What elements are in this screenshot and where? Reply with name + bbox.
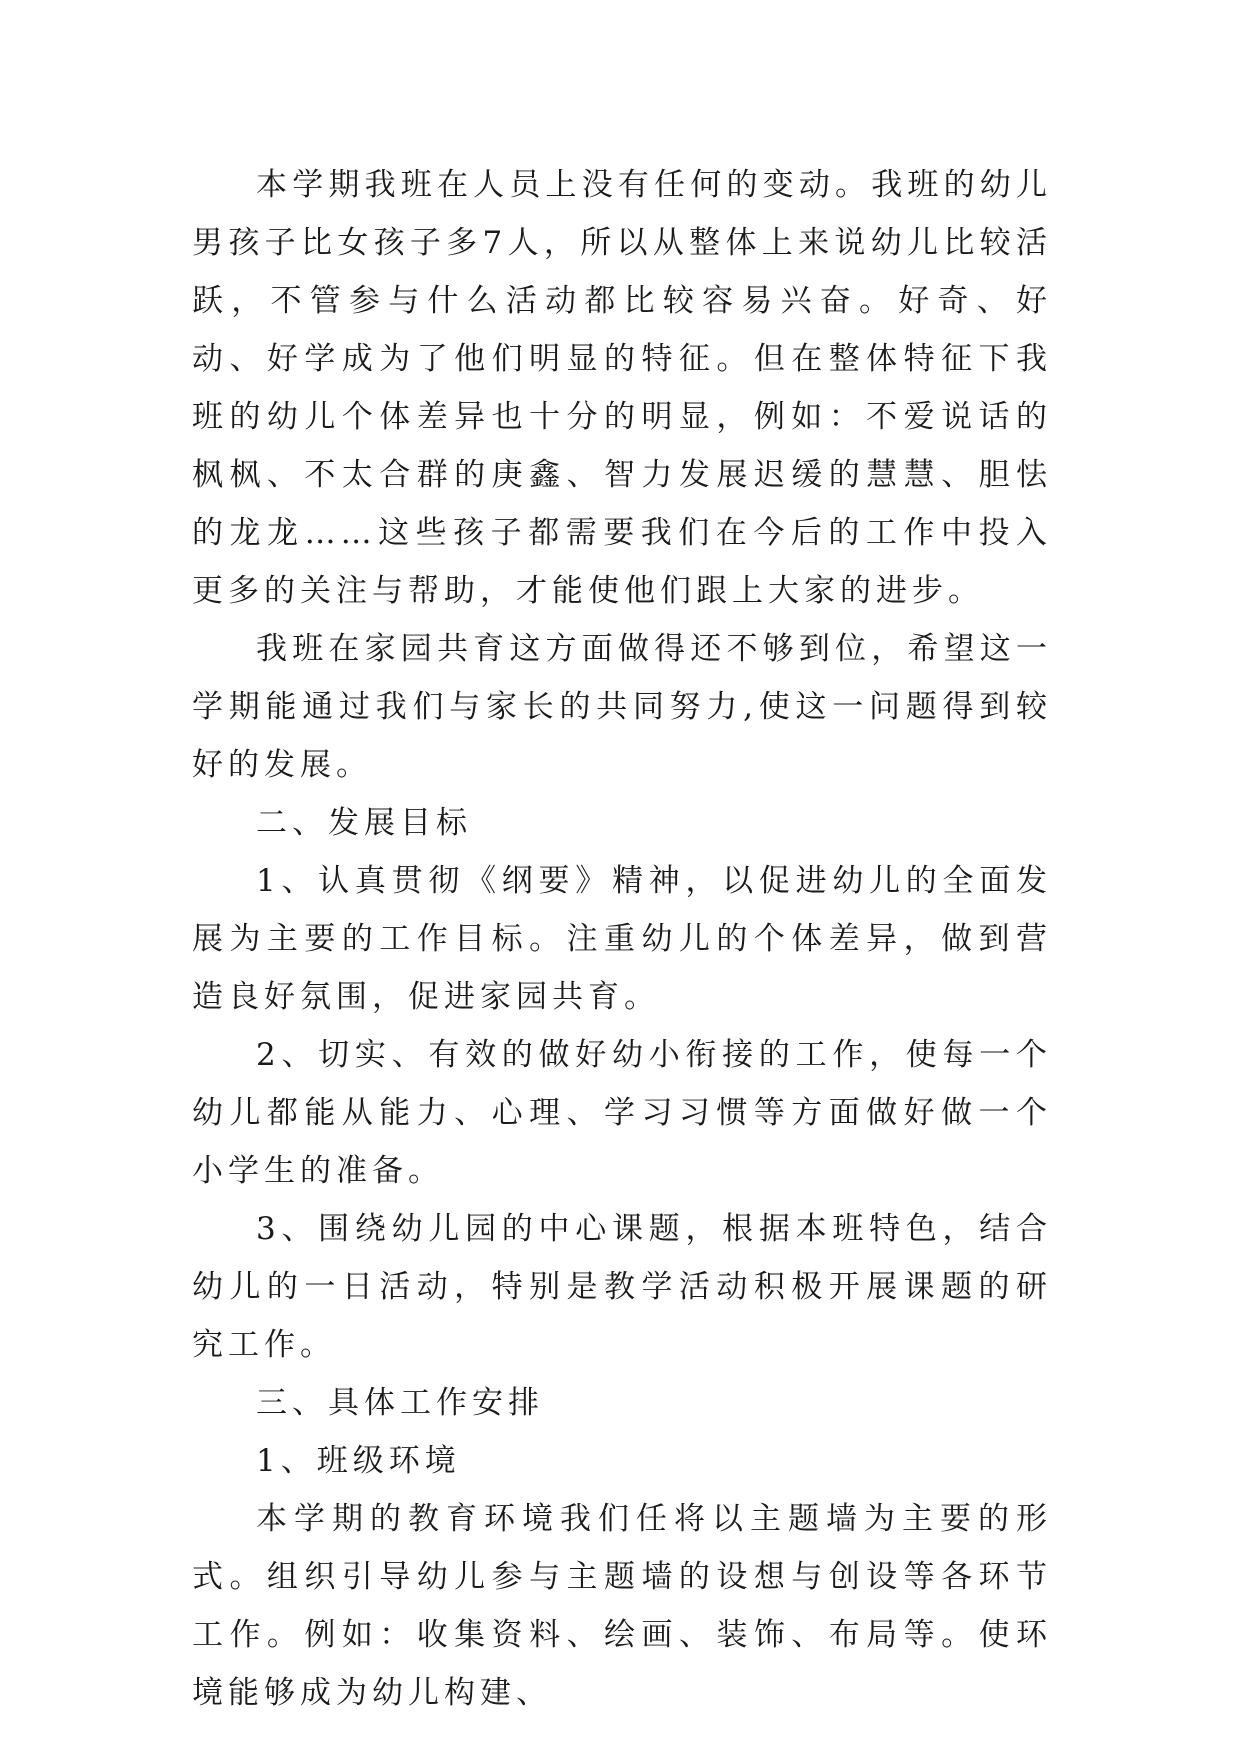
paragraph-class-environment: 本学期的教育环境我们任将以主题墙为主要的形式。组织引导幼儿参与主题墙的设想与创设等各环节工作。例如：收集资料、绘画、装饰、布局等。使环境能够成为幼儿构建、: [192, 1501, 1052, 1711]
paragraph-home-school-cooperation: 我班在家园共育这方面做得还不够到位，希望这一学期能通过我们与家长的共同努力,使这一问题得到较好的发展。: [192, 631, 1052, 783]
goal-item-1: 1、认真贯彻《纲要》精神，以促进幼儿的全面发展为主要的工作目标。注重幼儿的个体差异，做到营造良好氛围，促进家园共育。: [192, 863, 1052, 1015]
subheading-class-environment: 1、班级环境: [256, 1443, 461, 1479]
goal-item-2: 2、切实、有效的做好幼小衔接的工作，使每一个幼儿都能从能力、心理、学习习惯等方面做好做一个小学生的准备。: [192, 1037, 1052, 1189]
section-heading-work-arrangement: 三、具体工作安排: [256, 1385, 544, 1421]
section-heading-development-goals: 二、发展目标: [256, 805, 472, 841]
paragraph-class-overview: 本学期我班在人员上没有任何的变动。我班的幼儿男孩子比女孩子多7人，所以从整体上来说幼儿比较活跃，不管参与什么活动都比较容易兴奋。好奇、好动、好学成为了他们明显的特征。但在整体特征下我班的幼儿个体差异也十分的明显，例如：不爱说话的枫枫、不太合群的庚鑫、智力发展迟缓的慧慧、胆怯的龙龙……这些孩子都需要我们在今后的工作中投入更多的关注与帮助，才能使他们跟上大家的进步。: [192, 167, 1052, 609]
goal-item-3: 3、围绕幼儿园的中心课题，根据本班特色，结合幼儿的一日活动，特别是教学活动积极开展课题的研究工作。: [192, 1211, 1052, 1363]
document-body: [192, 156, 1052, 1722]
